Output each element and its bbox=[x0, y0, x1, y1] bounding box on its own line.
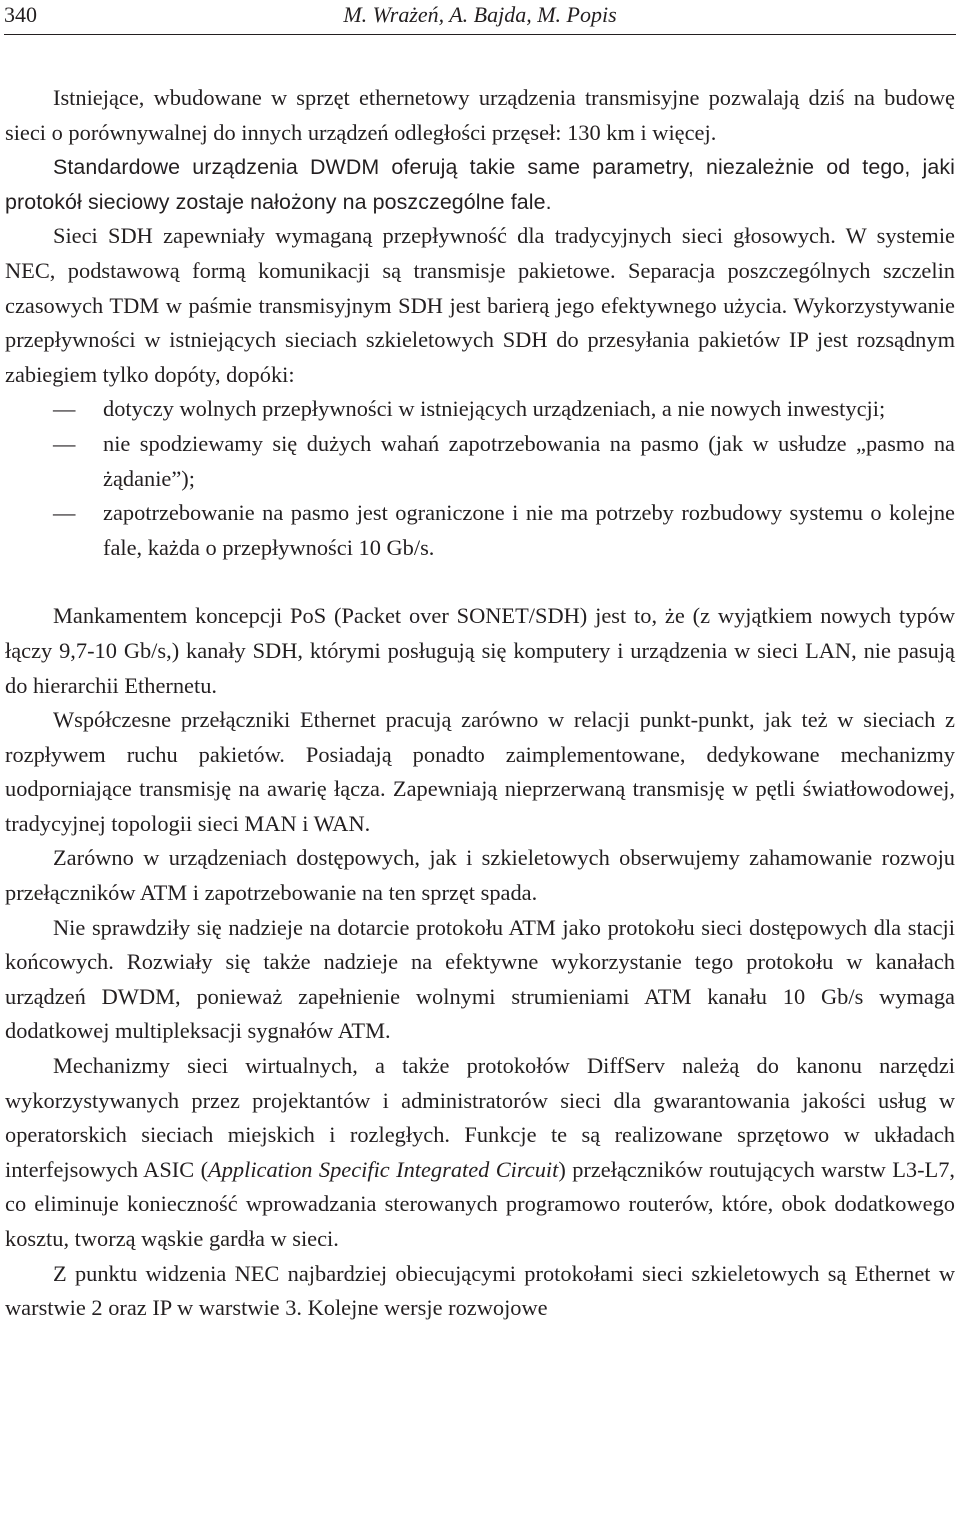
list-item bbox=[5, 427, 955, 496]
dash-bullet: — bbox=[53, 430, 76, 456]
section-gap bbox=[5, 565, 955, 599]
paragraph: Istniejące, wbudowane w sprzęt ethernetowy urządzenia transmisyjne pozwalają dziś na budowę sieci o porównywalnej do innych urządzeń odległości przęseł: 130 km i więcej. bbox=[5, 85, 955, 145]
list-item bbox=[5, 496, 955, 565]
paragraph: Współczesne przełączniki Ethernet pracują zarówno w relacji punkt-punkt, jak też w sieciach z rozpływem ruchu pakietów. Posiadają ponadto zaimplementowane, dedykowane mechanizmy uodporniające transmisję na awarię łącza. Zapewniają nieprzerwaną transmisję w pętli światłowodowej, tradycyjnej topologii sieci MAN i WAN. bbox=[5, 707, 955, 836]
page-number: 340 bbox=[4, 2, 37, 27]
paragraph: Nie sprawdziły się nadzieje na dotarcie protokołu ATM jako protokołu sieci dostępowych dla stacji końcowych. Rozwiały się także nadzieje na efektywne wykorzystanie tego protokołu w kanałach urządzeń DWDM, ponieważ zapełnienie wolnymi strumieniami ATM kanału 10 Gb/s wymaga dodatkowej multipleksacji sygnałów ATM. bbox=[5, 914, 955, 1044]
paragraph-text: ) przełączników routujących warstw L3-L7, co eliminuje konieczność wprowadzania sterowanych programowo routerów, które, obok dodatkowego kosztu, tworzą wąskie gardła w sieci. bbox=[5, 1156, 955, 1251]
paragraph-text: Mechanizmy sieci wirtualnych, a także protokołów DiffServ należą do kanonu narzędzi wykorzystywanych przez projektantów i administratorów sieci dla gwarantowania jakości usług w operatorskich sieciach miejskich i rozległych. Funkcje te są realizowane sprzętowo w układach interfejsowych ASIC ( bbox=[5, 1053, 955, 1182]
paragraph: Standardowe urządzenia DWDM oferują takie same parametry, niezależnie od tego, jaki protokół sieciowy zostaje nałożony na poszczególne fale. bbox=[5, 155, 955, 214]
italic-term: Application Specific Integrated Circuit bbox=[208, 1156, 559, 1182]
dash-bullet: — bbox=[53, 500, 76, 526]
page-header bbox=[4, 0, 956, 35]
paragraph: Sieci SDH zapewniały wymaganą przepływność dla tradycyjnych sieci głosowych. W systemie NEC, podstawową formą komunikacji są transmisje pakietowe. Separacja poszczególnych szczelin czasowych TDM w paśmie transmisyjnym SDH jest barierą jego efektywnego użycia. Wykorzystywanie przepływności w istniejących sieciach szkieletowych SDH do przesyłania pakietów IP jest rozsądnym zabiegiem tylko dopóty, dopóki: bbox=[5, 223, 955, 387]
list-item-text: nie spodziewamy się dużych wahań zapotrzebowania na pasmo (jak w usłudze „pasmo na żądanie”); bbox=[103, 430, 955, 491]
list-item-text: dotyczy wolnych przepływności w istniejących urządzeniach, a nie nowych inwestycji; bbox=[103, 396, 886, 422]
list-item bbox=[5, 392, 955, 427]
list-item-text: zapotrzebowanie na pasmo jest ograniczone i nie ma potrzeby rozbudowy systemu o kolejne fale, każda o przepływności 10 Gb/s. bbox=[103, 500, 955, 560]
running-head: M. Wrażeń, A. Bajda, M. Popis bbox=[343, 2, 617, 27]
body-text bbox=[5, 81, 955, 1326]
dash-list bbox=[5, 392, 955, 565]
paragraph bbox=[5, 1049, 955, 1257]
paragraph: Zarówno w urządzeniach dostępowych, jak i szkieletowych obserwujemy zahamowanie rozwoju przełączników ATM i zapotrzebowanie na ten sprzęt spada. bbox=[5, 845, 955, 906]
dash-bullet: — bbox=[53, 396, 76, 422]
paragraph: Mankamentem koncepcji PoS (Packet over SONET/SDH) jest to, że (z wyjątkiem nowych typów łączy 9,7-10 Gb/s,) kanały SDH, którymi posługują się komputery i urządzenia w sieci LAN, nie pasują do hierarchii Ethernetu. bbox=[5, 603, 955, 698]
paragraph: Z punktu widzenia NEC najbardziej obiecującymi protokołami sieci szkieletowych są Ethernet w warstwie 2 oraz IP w warstwie 3. Kolejne wersje rozwojowe bbox=[5, 1260, 955, 1321]
